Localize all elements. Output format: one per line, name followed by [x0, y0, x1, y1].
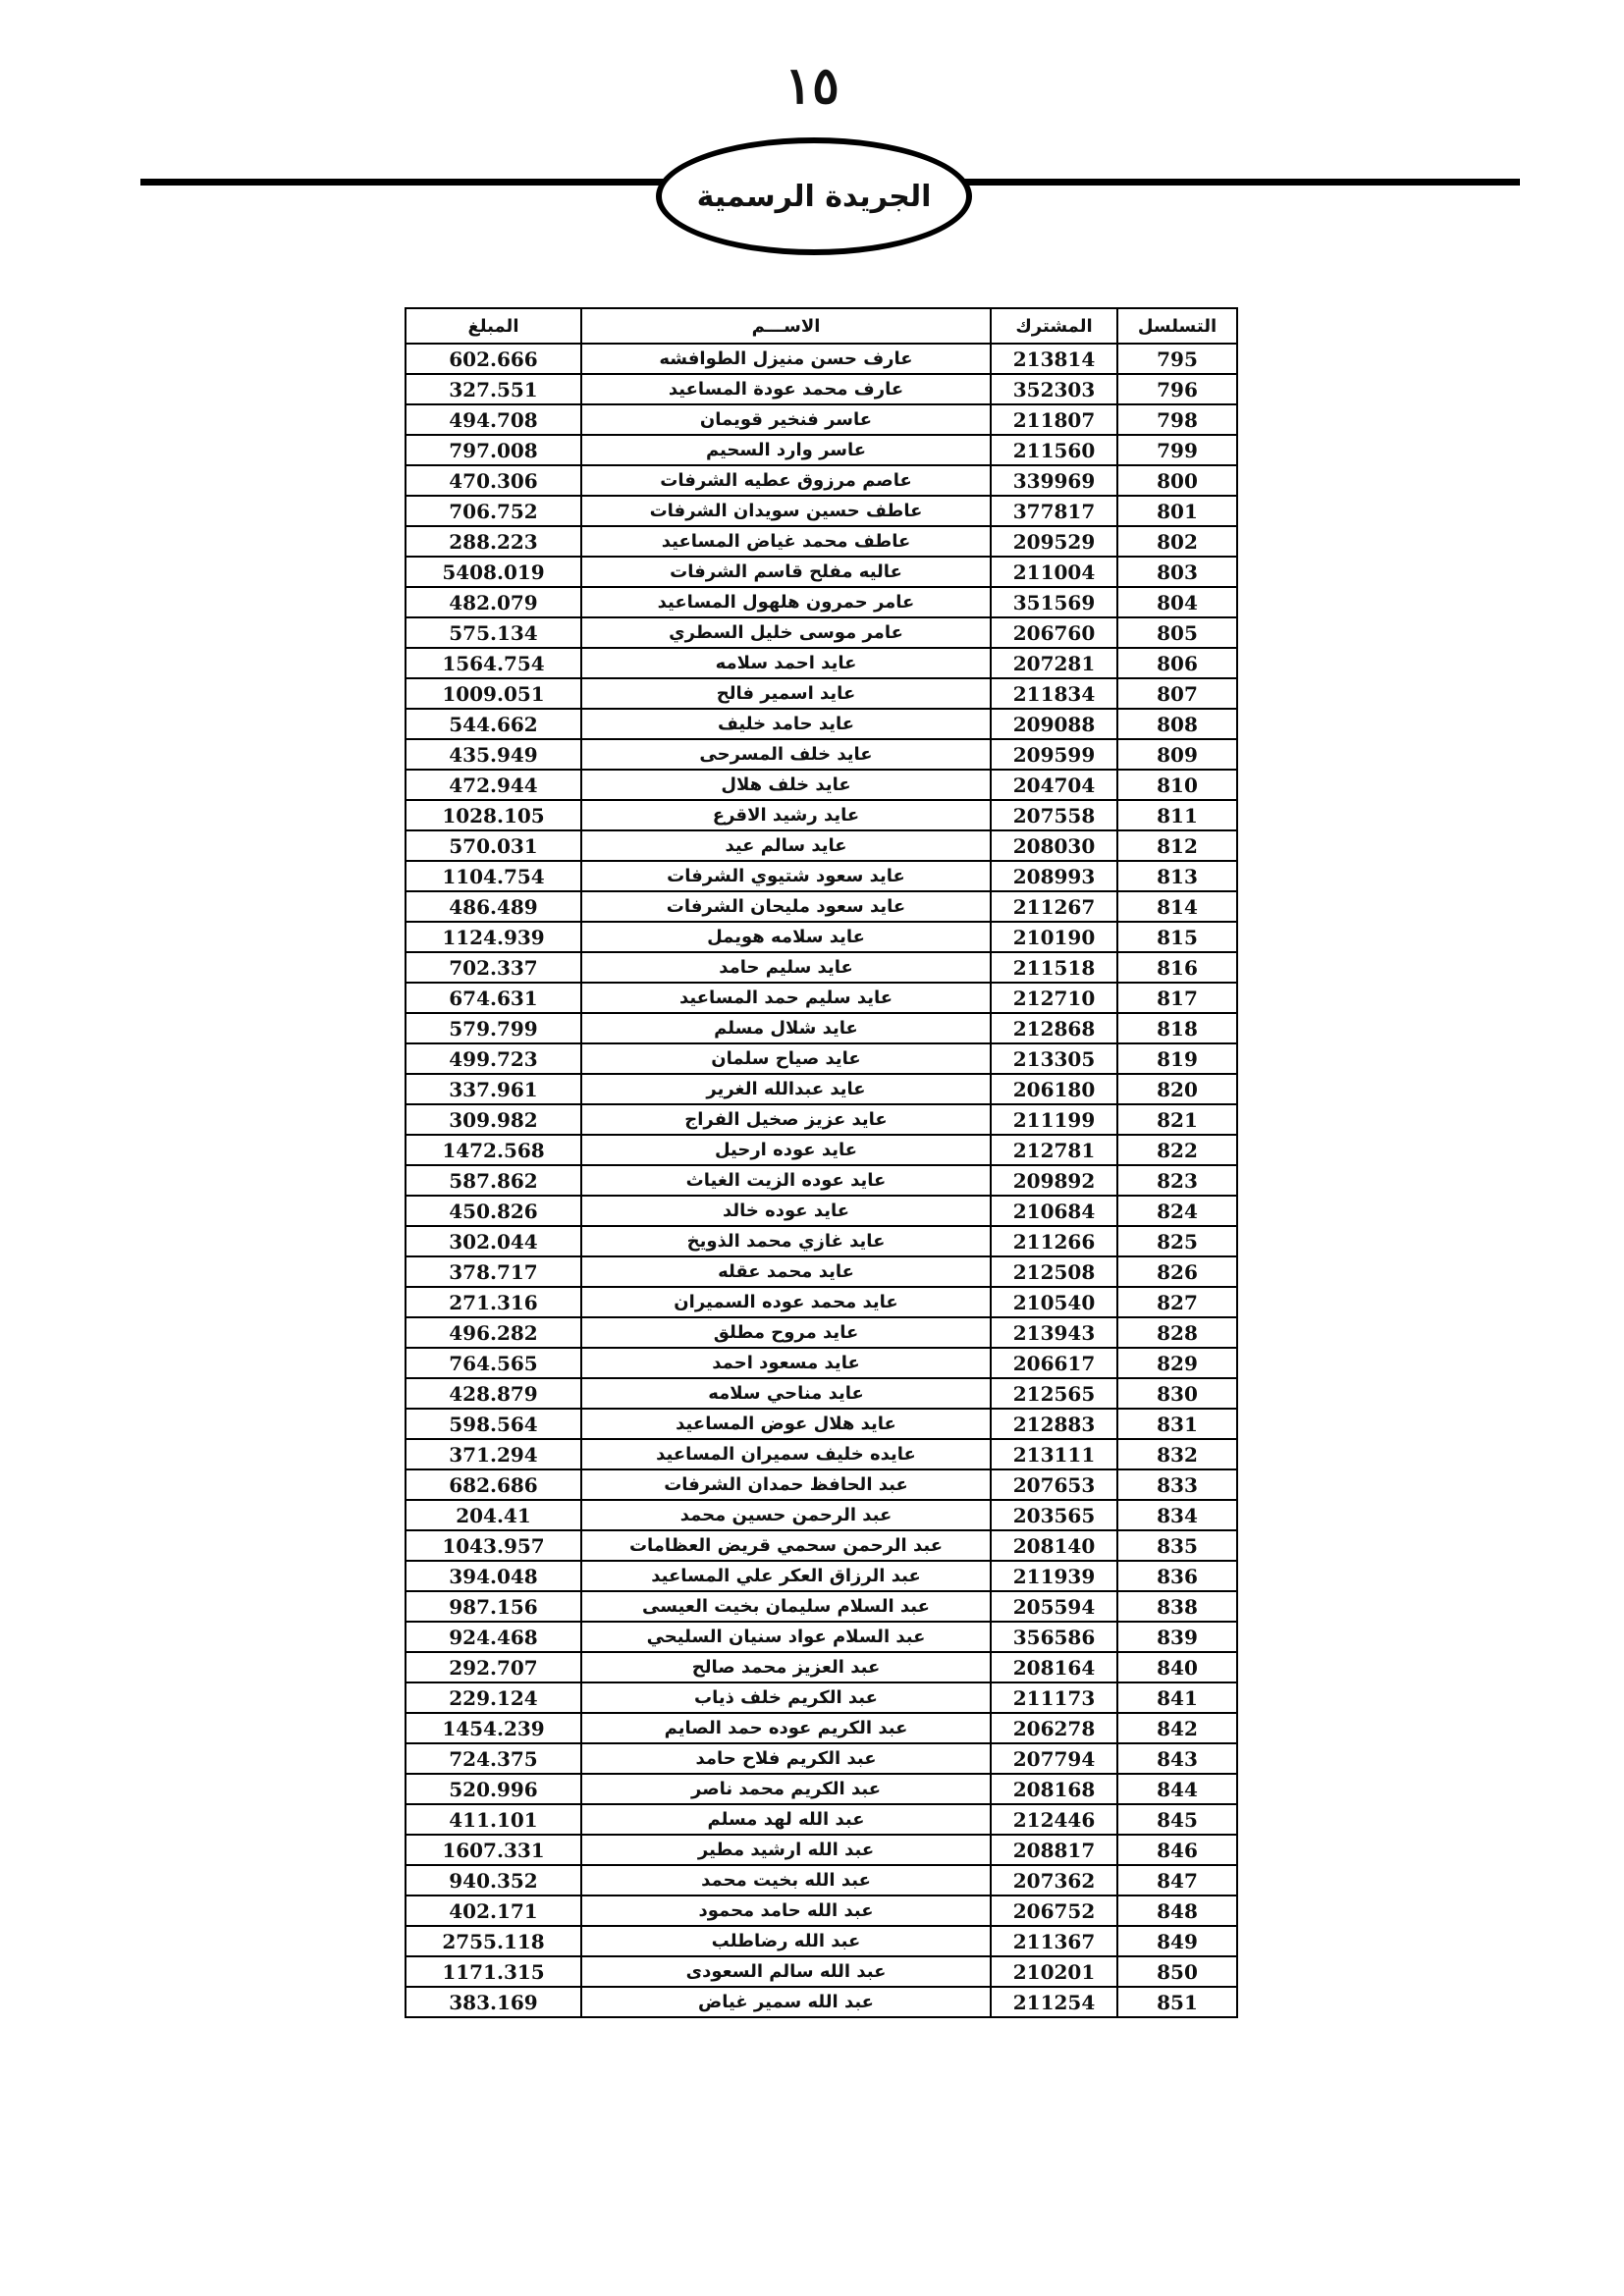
name-cell: عبد الله رضاطلب	[581, 1926, 991, 1956]
subscriber-cell: 211560	[991, 435, 1117, 465]
name-cell: عاسر فنخير قويمان	[581, 404, 991, 435]
amount-cell: 292.707	[406, 1652, 581, 1682]
name-cell: عبد السلام سليمان بخيت العيسى	[581, 1591, 991, 1622]
name-cell: عايد حامد خليف	[581, 709, 991, 739]
amount-cell: 5408.019	[406, 557, 581, 587]
amount-cell: 411.101	[406, 1804, 581, 1835]
name-cell: عاسر وارد السحيم	[581, 435, 991, 465]
subscriber-cell: 207362	[991, 1865, 1117, 1896]
subscriber-cell: 212710	[991, 983, 1117, 1013]
gazette-title: الجريدة الرسمية	[696, 179, 932, 214]
subscriber-cell: 212868	[991, 1013, 1117, 1043]
name-cell: عايده خليف سميران المساعيد	[581, 1439, 991, 1469]
amount-cell: 204.41	[406, 1500, 581, 1530]
name-cell: عايد عوده خالد	[581, 1196, 991, 1226]
name-cell: عايد غازي محمد الذويخ	[581, 1226, 991, 1256]
table-row	[406, 1469, 1237, 1500]
table-row	[406, 1043, 1237, 1074]
table-row	[406, 1561, 1237, 1591]
subscriber-cell: 207653	[991, 1469, 1117, 1500]
name-cell: عايد مروح مطلق	[581, 1317, 991, 1348]
serial-cell: 808	[1117, 709, 1237, 739]
name-cell: عبد الرحمن سحمي قريض العظامات	[581, 1530, 991, 1561]
amount-cell: 383.169	[406, 1987, 581, 2017]
serial-cell: 846	[1117, 1835, 1237, 1865]
table-row	[406, 800, 1237, 830]
table-row	[406, 1348, 1237, 1378]
name-cell: عاطف محمد غياض المساعيد	[581, 526, 991, 557]
serial-cell: 831	[1117, 1409, 1237, 1439]
amount-cell: 1009.051	[406, 678, 581, 709]
serial-cell: 795	[1117, 344, 1237, 374]
table-row	[406, 1439, 1237, 1469]
amount-cell: 570.031	[406, 830, 581, 861]
serial-cell: 819	[1117, 1043, 1237, 1074]
header-amount: المبلغ	[406, 308, 581, 344]
table-row	[406, 1013, 1237, 1043]
page-number: ١٥	[785, 56, 839, 116]
name-cell: عبد الله لهد مسلم	[581, 1804, 991, 1835]
serial-cell: 800	[1117, 465, 1237, 496]
amount-cell: 1124.939	[406, 922, 581, 952]
subscriber-cell: 209599	[991, 739, 1117, 770]
name-cell: عاليه مفلح قاسم الشرفات	[581, 557, 991, 587]
subscriber-cell: 207281	[991, 648, 1117, 678]
name-cell: عبد الكريم عوده حمد الصايم	[581, 1713, 991, 1743]
amount-cell: 472.944	[406, 770, 581, 800]
table-row	[406, 1409, 1237, 1439]
name-cell: عايد هلال عوض المساعيد	[581, 1409, 991, 1439]
serial-cell: 796	[1117, 374, 1237, 404]
table-row	[406, 1165, 1237, 1196]
amount-cell: 435.949	[406, 739, 581, 770]
name-cell: عايد سعود مليحان الشرفات	[581, 891, 991, 922]
table-row	[406, 496, 1237, 526]
header-subscriber: المشترك	[991, 308, 1117, 344]
amount-cell: 706.752	[406, 496, 581, 526]
subscriber-cell: 339969	[991, 465, 1117, 496]
serial-cell: 836	[1117, 1561, 1237, 1591]
header-serial: التسلسل	[1117, 308, 1237, 344]
serial-cell: 849	[1117, 1926, 1237, 1956]
serial-cell: 801	[1117, 496, 1237, 526]
serial-cell: 826	[1117, 1256, 1237, 1287]
amount-cell: 764.565	[406, 1348, 581, 1378]
table-row	[406, 526, 1237, 557]
serial-cell: 827	[1117, 1287, 1237, 1317]
subscriber-cell: 211266	[991, 1226, 1117, 1256]
subscriber-cell: 208993	[991, 861, 1117, 891]
subscriber-cell: 207794	[991, 1743, 1117, 1774]
subscriber-cell: 208030	[991, 830, 1117, 861]
table-row	[406, 1743, 1237, 1774]
amount-cell: 1564.754	[406, 648, 581, 678]
table-row	[406, 983, 1237, 1013]
subscriber-cell: 377817	[991, 496, 1117, 526]
serial-cell: 809	[1117, 739, 1237, 770]
name-cell: عبد العزيز محمد صالح	[581, 1652, 991, 1682]
table-row	[406, 617, 1237, 648]
subscriber-cell: 212446	[991, 1804, 1117, 1835]
serial-cell: 815	[1117, 922, 1237, 952]
table-row	[406, 1865, 1237, 1896]
name-cell: عايد اسمير فالح	[581, 678, 991, 709]
amount-cell: 1472.568	[406, 1135, 581, 1165]
name-cell: عاطف حسين سويدان الشرفات	[581, 496, 991, 526]
subscriber-cell: 210190	[991, 922, 1117, 952]
name-cell: عبد الحافظ حمدان الشرفات	[581, 1469, 991, 1500]
table-row	[406, 465, 1237, 496]
amount-cell: 682.686	[406, 1469, 581, 1500]
name-cell: عبد الرحمن حسين محمد	[581, 1500, 991, 1530]
subscriber-cell: 210540	[991, 1287, 1117, 1317]
amount-cell: 1043.957	[406, 1530, 581, 1561]
table-row	[406, 1896, 1237, 1926]
serial-cell: 814	[1117, 891, 1237, 922]
name-cell: عايد سلامه هويمل	[581, 922, 991, 952]
serial-cell: 834	[1117, 1500, 1237, 1530]
name-cell: عامر حمرون هلهول المساعيد	[581, 587, 991, 617]
name-cell: عبد الله ارشيد مطير	[581, 1835, 991, 1865]
serial-cell: 840	[1117, 1652, 1237, 1682]
name-cell: عايد عوده الزيت الغياث	[581, 1165, 991, 1196]
header-name: الاســـم	[581, 308, 991, 344]
name-cell: عايد خلف المسرحى	[581, 739, 991, 770]
serial-cell: 810	[1117, 770, 1237, 800]
name-cell: عايد سعود شتيوي الشرفات	[581, 861, 991, 891]
table-row	[406, 1104, 1237, 1135]
subscriber-cell: 211004	[991, 557, 1117, 587]
name-cell: عبد الرزاق العكر علي المساعيد	[581, 1561, 991, 1591]
amount-cell: 579.799	[406, 1013, 581, 1043]
table-row	[406, 1804, 1237, 1835]
amount-cell: 394.048	[406, 1561, 581, 1591]
subscriber-cell: 208817	[991, 1835, 1117, 1865]
table-row	[406, 1135, 1237, 1165]
subscriber-cell: 210201	[991, 1956, 1117, 1987]
amount-cell: 288.223	[406, 526, 581, 557]
name-cell: عايد مناحي سلامه	[581, 1378, 991, 1409]
table-row	[406, 1074, 1237, 1104]
table-row	[406, 891, 1237, 922]
table-row	[406, 1530, 1237, 1561]
serial-cell: 806	[1117, 648, 1237, 678]
subscriber-cell: 210684	[991, 1196, 1117, 1226]
amount-cell: 987.156	[406, 1591, 581, 1622]
name-cell: عايد عبدالله الغرير	[581, 1074, 991, 1104]
subscriber-cell: 352303	[991, 374, 1117, 404]
serial-cell: 804	[1117, 587, 1237, 617]
name-cell: عايد احمد سلامه	[581, 648, 991, 678]
subscriber-cell: 211939	[991, 1561, 1117, 1591]
serial-cell: 841	[1117, 1682, 1237, 1713]
serial-cell: 828	[1117, 1317, 1237, 1348]
name-cell: عايد سالم عيد	[581, 830, 991, 861]
amount-cell: 402.171	[406, 1896, 581, 1926]
table-row	[406, 1591, 1237, 1622]
serial-cell: 829	[1117, 1348, 1237, 1378]
name-cell: عبد الكريم فلاح حامد	[581, 1743, 991, 1774]
subscriber-cell: 203565	[991, 1500, 1117, 1530]
serial-cell: 798	[1117, 404, 1237, 435]
table-row	[406, 830, 1237, 861]
serial-cell: 822	[1117, 1135, 1237, 1165]
serial-cell: 835	[1117, 1530, 1237, 1561]
name-cell: عايد محمد عقله	[581, 1256, 991, 1287]
subscriber-cell: 212565	[991, 1378, 1117, 1409]
table-row	[406, 1317, 1237, 1348]
serial-cell: 843	[1117, 1743, 1237, 1774]
amount-cell: 428.879	[406, 1378, 581, 1409]
table-row	[406, 678, 1237, 709]
serial-cell: 848	[1117, 1896, 1237, 1926]
name-cell: عارف حسن منيزل الطوافشه	[581, 344, 991, 374]
serial-cell: 818	[1117, 1013, 1237, 1043]
table-row	[406, 1774, 1237, 1804]
table-row	[406, 1196, 1237, 1226]
serial-cell: 838	[1117, 1591, 1237, 1622]
serial-cell: 847	[1117, 1865, 1237, 1896]
name-cell: عبد السلام عواد سنيان السليحي	[581, 1622, 991, 1652]
table-row	[406, 1622, 1237, 1652]
amount-cell: 797.008	[406, 435, 581, 465]
amount-cell: 229.124	[406, 1682, 581, 1713]
amount-cell: 598.564	[406, 1409, 581, 1439]
serial-cell: 842	[1117, 1713, 1237, 1743]
subscriber-cell: 212508	[991, 1256, 1117, 1287]
subscriber-cell: 213305	[991, 1043, 1117, 1074]
table-row	[406, 922, 1237, 952]
amount-cell: 1028.105	[406, 800, 581, 830]
name-cell: عايد عوده ارحيل	[581, 1135, 991, 1165]
amount-cell: 2755.118	[406, 1926, 581, 1956]
subscriber-amount-table	[405, 307, 1238, 2018]
name-cell: عايد شلال مسلم	[581, 1013, 991, 1043]
subscriber-cell: 351569	[991, 587, 1117, 617]
subscriber-cell: 206180	[991, 1074, 1117, 1104]
subscriber-cell: 211267	[991, 891, 1117, 922]
amount-cell: 494.708	[406, 404, 581, 435]
amount-cell: 602.666	[406, 344, 581, 374]
subscriber-cell: 211199	[991, 1104, 1117, 1135]
table-row	[406, 404, 1237, 435]
subscriber-cell: 208140	[991, 1530, 1117, 1561]
subscriber-cell: 205594	[991, 1591, 1117, 1622]
amount-cell: 674.631	[406, 983, 581, 1013]
name-cell: عبد الله بخيت محمد	[581, 1865, 991, 1896]
amount-cell: 482.079	[406, 587, 581, 617]
table-row	[406, 557, 1237, 587]
subscriber-cell: 211807	[991, 404, 1117, 435]
table-row	[406, 952, 1237, 983]
subscriber-cell: 209529	[991, 526, 1117, 557]
name-cell: عايد محمد عوده السميران	[581, 1287, 991, 1317]
serial-cell: 832	[1117, 1439, 1237, 1469]
name-cell: عامر موسى خليل السطري	[581, 617, 991, 648]
subscriber-cell: 206760	[991, 617, 1117, 648]
subscriber-cell: 206752	[991, 1896, 1117, 1926]
name-cell: عايد مسعود احمد	[581, 1348, 991, 1378]
amount-cell: 302.044	[406, 1226, 581, 1256]
table-row	[406, 648, 1237, 678]
amount-cell: 309.982	[406, 1104, 581, 1135]
table-row	[406, 739, 1237, 770]
name-cell: عارف محمد عودة المساعيد	[581, 374, 991, 404]
serial-cell: 799	[1117, 435, 1237, 465]
serial-cell: 850	[1117, 1956, 1237, 1987]
serial-cell: 813	[1117, 861, 1237, 891]
table-row	[406, 1956, 1237, 1987]
amount-cell: 1607.331	[406, 1835, 581, 1865]
table-header-row	[406, 308, 1237, 344]
header-oval	[656, 137, 972, 255]
subscriber-cell: 209892	[991, 1165, 1117, 1196]
serial-cell: 811	[1117, 800, 1237, 830]
subscriber-cell: 212781	[991, 1135, 1117, 1165]
amount-cell: 544.662	[406, 709, 581, 739]
serial-cell: 830	[1117, 1378, 1237, 1409]
amount-cell: 940.352	[406, 1865, 581, 1896]
table-row	[406, 1500, 1237, 1530]
amount-cell: 470.306	[406, 465, 581, 496]
name-cell: عايد سليم حامد	[581, 952, 991, 983]
serial-cell: 833	[1117, 1469, 1237, 1500]
subscriber-cell: 211834	[991, 678, 1117, 709]
serial-cell: 839	[1117, 1622, 1237, 1652]
amount-cell: 1454.239	[406, 1713, 581, 1743]
amount-cell: 378.717	[406, 1256, 581, 1287]
table-row	[406, 1256, 1237, 1287]
serial-cell: 802	[1117, 526, 1237, 557]
subscriber-cell: 213943	[991, 1317, 1117, 1348]
serial-cell: 816	[1117, 952, 1237, 983]
serial-cell: 845	[1117, 1804, 1237, 1835]
name-cell: عبد الكريم خلف ذياب	[581, 1682, 991, 1713]
amount-cell: 724.375	[406, 1743, 581, 1774]
table-row	[406, 1287, 1237, 1317]
subscriber-cell: 206278	[991, 1713, 1117, 1743]
name-cell: عبد الكريم محمد ناصر	[581, 1774, 991, 1804]
name-cell: عايد سليم حمد المساعيد	[581, 983, 991, 1013]
amount-cell: 702.337	[406, 952, 581, 983]
table-row	[406, 1926, 1237, 1956]
amount-cell: 587.862	[406, 1165, 581, 1196]
serial-cell: 807	[1117, 678, 1237, 709]
subscriber-cell: 213814	[991, 344, 1117, 374]
table-row	[406, 435, 1237, 465]
amount-cell: 520.996	[406, 1774, 581, 1804]
amount-cell: 575.134	[406, 617, 581, 648]
serial-cell: 821	[1117, 1104, 1237, 1135]
subscriber-cell: 211367	[991, 1926, 1117, 1956]
table-row	[406, 709, 1237, 739]
table-body	[406, 344, 1237, 2017]
table-row	[406, 1682, 1237, 1713]
subscriber-cell: 208168	[991, 1774, 1117, 1804]
serial-cell: 812	[1117, 830, 1237, 861]
subscriber-cell: 209088	[991, 709, 1117, 739]
name-cell: عايد صياح سلمان	[581, 1043, 991, 1074]
subscriber-cell: 356586	[991, 1622, 1117, 1652]
serial-cell: 844	[1117, 1774, 1237, 1804]
subscriber-cell: 213111	[991, 1439, 1117, 1469]
serial-cell: 803	[1117, 557, 1237, 587]
amount-cell: 924.468	[406, 1622, 581, 1652]
subscriber-cell: 211173	[991, 1682, 1117, 1713]
subscriber-cell: 211254	[991, 1987, 1117, 2017]
name-cell: عبد الله سمير غياض	[581, 1987, 991, 2017]
amount-cell: 496.282	[406, 1317, 581, 1348]
serial-cell: 820	[1117, 1074, 1237, 1104]
name-cell: عاصم مرزوق عطيه الشرفات	[581, 465, 991, 496]
table-row	[406, 587, 1237, 617]
serial-cell: 817	[1117, 983, 1237, 1013]
serial-cell: 824	[1117, 1196, 1237, 1226]
serial-cell: 851	[1117, 1987, 1237, 2017]
table-row	[406, 374, 1237, 404]
amount-cell: 450.826	[406, 1196, 581, 1226]
subscriber-cell: 206617	[991, 1348, 1117, 1378]
serial-cell: 823	[1117, 1165, 1237, 1196]
amount-cell: 1171.315	[406, 1956, 581, 1987]
name-cell: عبد الله سالم السعودى	[581, 1956, 991, 1987]
name-cell: عايد خلف هلال	[581, 770, 991, 800]
table-row	[406, 861, 1237, 891]
table-row	[406, 1713, 1237, 1743]
table-row	[406, 1378, 1237, 1409]
amount-cell: 327.551	[406, 374, 581, 404]
subscriber-cell: 211518	[991, 952, 1117, 983]
amount-cell: 337.961	[406, 1074, 581, 1104]
table-row	[406, 770, 1237, 800]
subscriber-cell: 207558	[991, 800, 1117, 830]
table-row	[406, 1652, 1237, 1682]
name-cell: عبد الله حامد محمود	[581, 1896, 991, 1926]
table-row	[406, 344, 1237, 374]
serial-cell: 825	[1117, 1226, 1237, 1256]
name-cell: عايد رشيد الاقرع	[581, 800, 991, 830]
table-row	[406, 1226, 1237, 1256]
serial-cell: 805	[1117, 617, 1237, 648]
subscriber-cell: 204704	[991, 770, 1117, 800]
amount-cell: 499.723	[406, 1043, 581, 1074]
amount-cell: 271.316	[406, 1287, 581, 1317]
table-row	[406, 1835, 1237, 1865]
table-row	[406, 1987, 1237, 2017]
amount-cell: 1104.754	[406, 861, 581, 891]
amount-cell: 486.489	[406, 891, 581, 922]
subscriber-cell: 208164	[991, 1652, 1117, 1682]
subscriber-cell: 212883	[991, 1409, 1117, 1439]
amount-cell: 371.294	[406, 1439, 581, 1469]
name-cell: عايد عزيز صخيل الفراج	[581, 1104, 991, 1135]
